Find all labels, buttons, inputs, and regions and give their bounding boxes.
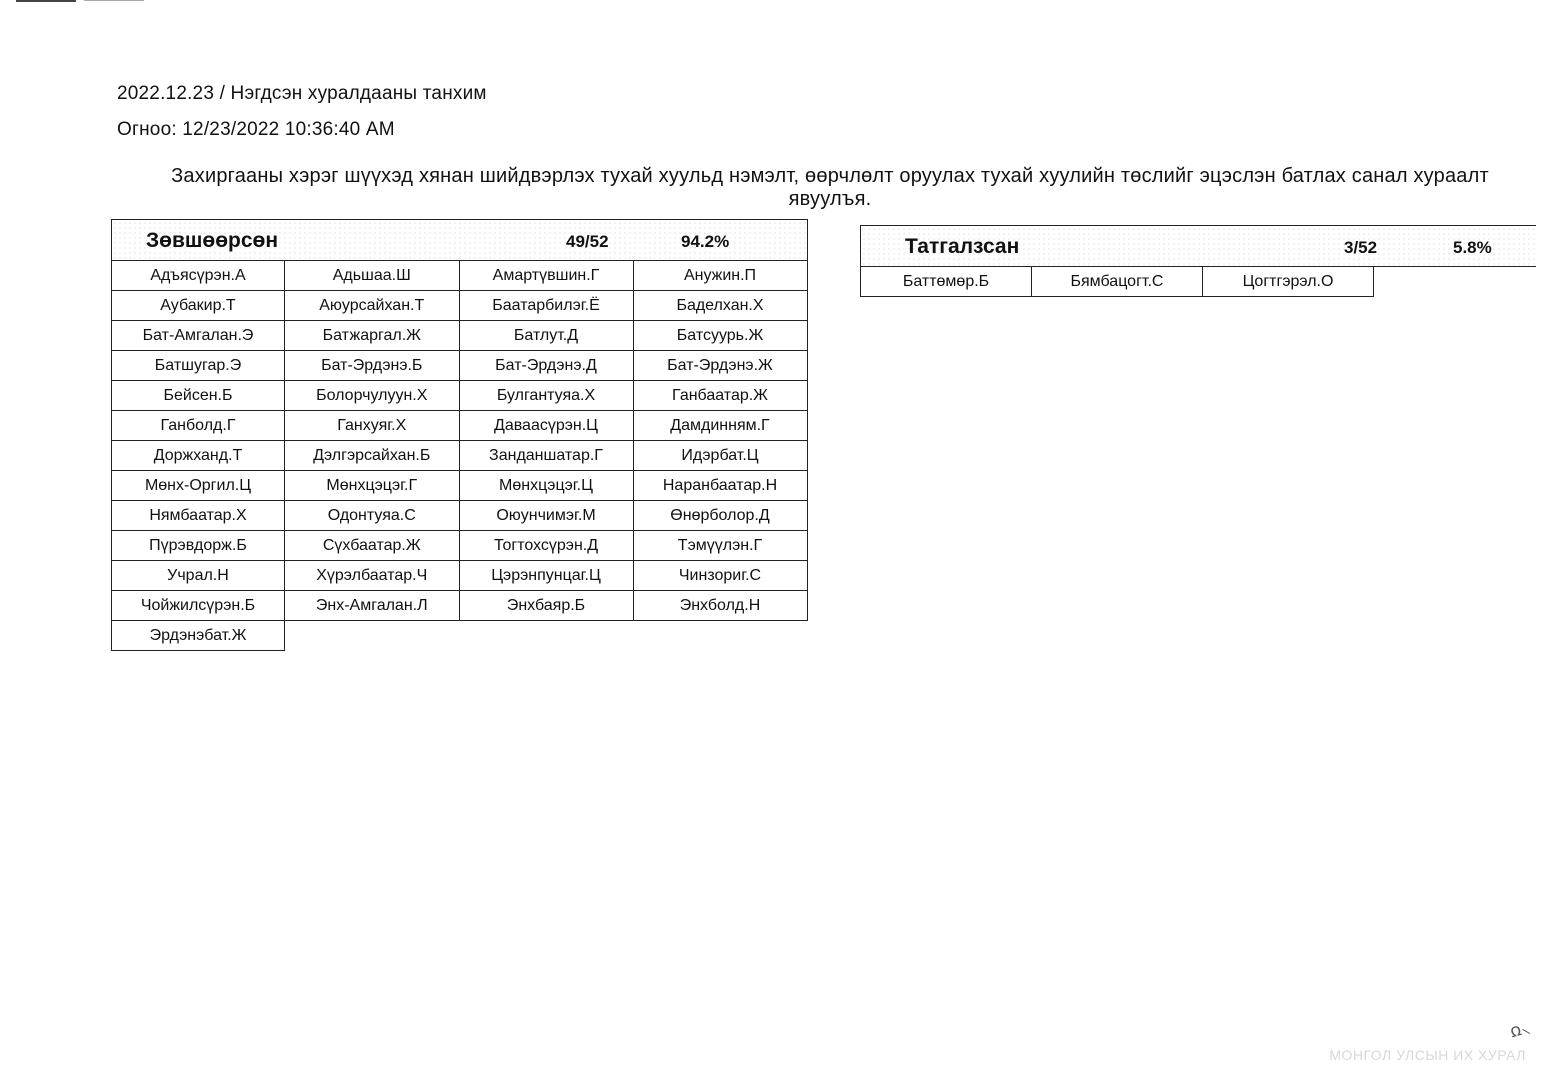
member-name-cell: Баттөмөр.Б	[861, 267, 1032, 297]
member-name-cell: Сүхбаатар.Ж	[285, 531, 460, 561]
name-row	[112, 561, 808, 591]
name-row	[112, 501, 808, 531]
scan-corner-mark-faint	[84, 0, 144, 1]
member-name-cell: Даваасүрэн.Ц	[459, 411, 633, 441]
member-name-cell: Дамдинням.Г	[633, 411, 807, 441]
member-name-cell: Адьшаа.Ш	[285, 261, 460, 291]
name-row	[112, 291, 808, 321]
empty-cell	[633, 621, 807, 651]
member-name-cell: Анужин.П	[633, 261, 807, 291]
member-name-cell: Булгантуяа.Х	[459, 381, 633, 411]
rejected-label: Татгалзсан	[905, 235, 1020, 258]
member-name-cell: Чойжилсүрэн.Б	[112, 591, 285, 621]
member-name-cell: Мөнх-Оргил.Ц	[112, 471, 285, 501]
name-row	[112, 261, 808, 291]
member-name-cell: Баделхан.Х	[633, 291, 807, 321]
member-name-cell: Энхболд.Н	[633, 591, 807, 621]
member-name-cell: Мөнхцэцэг.Г	[285, 471, 460, 501]
name-row	[112, 531, 808, 561]
member-name-cell: Бат-Амгалан.Э	[112, 321, 285, 351]
member-name-cell: Ганбаатар.Ж	[633, 381, 807, 411]
empty-cell	[1374, 267, 1537, 297]
approved-count: 49/52	[566, 232, 609, 251]
member-name-cell: Эрдэнэбат.Ж	[112, 621, 285, 651]
name-row	[112, 441, 808, 471]
member-name-cell: Наранбаатар.Н	[633, 471, 807, 501]
member-name-cell: Бейсен.Б	[112, 381, 285, 411]
member-name-cell: Цэрэнпунцаг.Ц	[459, 561, 633, 591]
member-name-cell: Хүрэлбаатар.Ч	[285, 561, 460, 591]
member-name-cell: Ганхуяг.Х	[285, 411, 460, 441]
member-name-cell: Мөнхцэцэг.Ц	[459, 471, 633, 501]
session-date-location: 2022.12.23 / Нэгдсэн хуралдааны танхим	[117, 83, 487, 104]
rejected-header-cell	[861, 226, 1537, 267]
member-name-cell: Батсуурь.Ж	[633, 321, 807, 351]
member-name-cell: Бат-Эрдэнэ.Ж	[633, 351, 807, 381]
rejected-vote-table	[860, 225, 1536, 297]
name-row	[112, 381, 808, 411]
approved-header-row	[112, 220, 808, 261]
member-name-cell: Нямбаатар.Х	[112, 501, 285, 531]
member-name-cell: Батжаргал.Ж	[285, 321, 460, 351]
member-name-cell: Бат-Эрдэнэ.Б	[285, 351, 460, 381]
rejected-percent: 5.8%	[1453, 238, 1492, 257]
name-row	[112, 351, 808, 381]
member-name-cell: Одонтуяа.С	[285, 501, 460, 531]
name-row	[112, 411, 808, 441]
member-name-cell: Тогтохсүрэн.Д	[459, 531, 633, 561]
member-name-cell: Болорчулуун.Х	[285, 381, 460, 411]
member-name-cell: Занданшатар.Г	[459, 441, 633, 471]
member-name-cell: Баатарбилэг.Ё	[459, 291, 633, 321]
member-name-cell: Адъясүрэн.А	[112, 261, 285, 291]
scan-corner-mark	[16, 0, 76, 2]
approved-header-cell	[112, 220, 808, 261]
member-name-cell: Доржханд.Т	[112, 441, 285, 471]
approved-vote-table	[111, 219, 808, 651]
member-name-cell: Энх-Амгалан.Л	[285, 591, 460, 621]
approved-label: Зөвшөөрсөн	[146, 229, 279, 252]
member-name-cell: Пүрэвдорж.Б	[112, 531, 285, 561]
name-row	[112, 321, 808, 351]
motion-title: Захиргааны хэрэг шүүхэд хянан шийдвэрлэх тухай хуульд нэмэлт, өөрчлөлт оруулах тухай хуулийн төслийг эцэслэн батлах санал хураалт явуулъя.	[171, 165, 1489, 210]
member-name-cell: Оюунчимэг.М	[459, 501, 633, 531]
parliament-watermark: МОНГОЛ УЛСЫН ИХ ХУРАЛ	[1329, 1047, 1526, 1063]
member-name-cell: Батлут.Д	[459, 321, 633, 351]
member-name-cell: Өнөрболор.Д	[633, 501, 807, 531]
member-name-cell: Бямбацогт.С	[1032, 267, 1203, 297]
name-row	[112, 621, 808, 651]
member-name-cell: Цогтгэрэл.О	[1203, 267, 1374, 297]
member-name-cell: Идэрбат.Ц	[633, 441, 807, 471]
name-row	[112, 591, 808, 621]
member-name-cell: Энхбаяр.Б	[459, 591, 633, 621]
approved-percent: 94.2%	[681, 232, 730, 251]
empty-cell	[285, 621, 460, 651]
member-name-cell: Дэлгэрсайхан.Б	[285, 441, 460, 471]
vote-timestamp: Огноо: 12/23/2022 10:36:40 AM	[117, 119, 395, 140]
signature-mark: ꭥ⸜	[1507, 1016, 1533, 1043]
name-row	[112, 471, 808, 501]
member-name-cell: Батшугар.Э	[112, 351, 285, 381]
member-name-cell: Чинзориг.С	[633, 561, 807, 591]
member-name-cell: Учрал.Н	[112, 561, 285, 591]
member-name-cell: Аюурсайхан.Т	[285, 291, 460, 321]
member-name-cell: Бат-Эрдэнэ.Д	[459, 351, 633, 381]
member-name-cell: Ганболд.Г	[112, 411, 285, 441]
member-name-cell: Тэмүүлэн.Г	[633, 531, 807, 561]
rejected-count: 3/52	[1344, 238, 1378, 257]
empty-cell	[459, 621, 633, 651]
rejected-header-row	[861, 226, 1537, 267]
member-name-cell: Аубакир.Т	[112, 291, 285, 321]
member-name-cell: Амартүвшин.Г	[459, 261, 633, 291]
name-row	[861, 267, 1537, 297]
